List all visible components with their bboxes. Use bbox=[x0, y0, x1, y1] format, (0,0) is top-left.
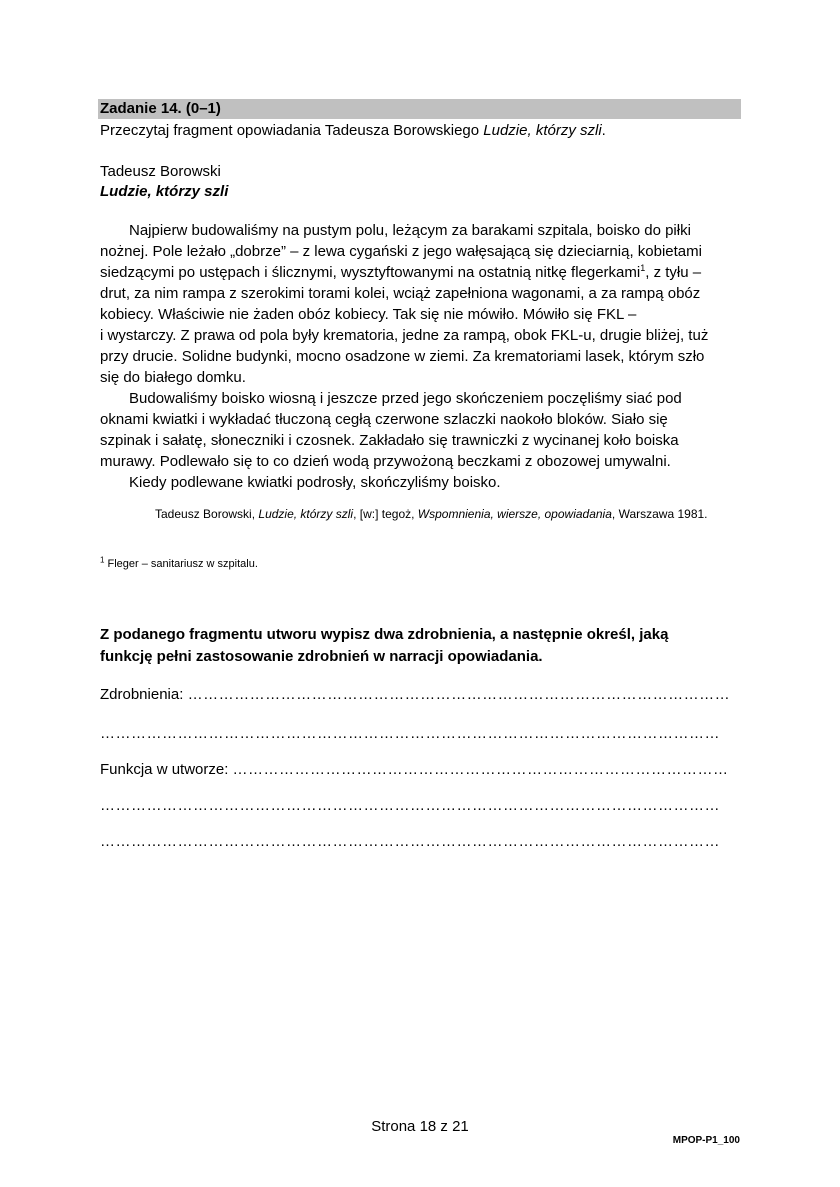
text-title: Ludzie, którzy szli bbox=[100, 183, 229, 200]
passage-line bbox=[100, 262, 740, 283]
answer-dots: ………………………………………………………………………………………………………… bbox=[100, 725, 720, 742]
answer-line[interactable] bbox=[100, 796, 720, 816]
source-mid: , [w:] tegoż, bbox=[353, 507, 418, 521]
answer-label: Zdrobnienia: bbox=[100, 686, 188, 703]
passage-line: Budowaliśmy boisko wiosną i jeszcze przed jego skończeniem poczęliśmy siać pod bbox=[129, 390, 682, 407]
page-number: Strona 18 z 21 bbox=[371, 1118, 469, 1135]
answer-dots: ………………………………………………………………………………………………………… bbox=[100, 797, 720, 814]
instruction-title: Ludzie, którzy szli bbox=[483, 122, 602, 139]
footnote-text: Fleger – sanitariusz w szpitalu. bbox=[104, 558, 258, 570]
instruction-text: Przeczytaj fragment opowiadania Tadeusza Borowskiego bbox=[100, 122, 484, 139]
passage-line: nożnej. Pole leżało „dobrze” – z lewa cygański z jego wałęsającą się dzieciarnią, kobietami bbox=[100, 243, 702, 260]
question-line: Z podanego fragmentu utworu wypisz dwa zdrobnienia, a następnie określ, jaką bbox=[100, 626, 669, 643]
instruction-period: . bbox=[601, 122, 606, 139]
footnote-marker: 1 bbox=[640, 263, 646, 273]
task-instruction bbox=[100, 120, 606, 141]
answer-dots: …………………………………………………………………………………… bbox=[232, 761, 729, 778]
source-end: , Warszawa 1981. bbox=[611, 507, 708, 521]
answer-dots: ………………………………………………………………………………………………………… bbox=[100, 833, 720, 850]
task-question bbox=[100, 624, 740, 668]
passage-line: murawy. Podlewało się to co dzień wodą przywożoną beczkami z obozowej umywalni. bbox=[100, 453, 671, 470]
answer-label: Funkcja w utworze: bbox=[100, 761, 233, 778]
passage-line: i wystarczy. Z prawa od pola były krematoria, jedne za rampą, obok FKL-u, drugie bliżej, tuż bbox=[100, 327, 709, 344]
passage-line: Najpierw budowaliśmy na pustym polu, leżącym za barakami szpitala, boisko do piłki bbox=[129, 222, 691, 239]
source-title: Ludzie, którzy szli bbox=[258, 507, 354, 521]
passage-line: przy drucie. Solidne budynki, mocno osadzone w ziemi. Za krematoriami lasek, którym szło bbox=[100, 348, 705, 365]
passage-line-part: siedzącymi po ustępach i ślicznymi, wysztyftowanymi na ostatnią nitkę flegerkami bbox=[100, 264, 641, 281]
footnote-number: 1 bbox=[100, 555, 105, 565]
answer-line-diminutives[interactable] bbox=[100, 685, 730, 705]
source-citation bbox=[155, 506, 708, 522]
passage-line: drut, za nim rampa z szerokimi torami kolei, wciąż zapełniona wagonami, a za rampą obóz bbox=[100, 285, 701, 302]
passage-line: kobiecy. Właściwie nie żaden obóz kobiecy. Tak się nie mówiło. Mówiło się FKL – bbox=[100, 306, 637, 323]
source-book: Wspomnienia, wiersze, opowiadania bbox=[417, 507, 612, 521]
answer-line[interactable] bbox=[100, 832, 720, 852]
passage-line: szpinak i sałatę, słoneczniki i czosnek. Zakładało się trawniczki z wycinanej koło boiska bbox=[100, 432, 679, 449]
story-passage bbox=[100, 220, 740, 493]
task-header: Zadanie 14. (0–1) bbox=[98, 99, 741, 119]
passage-line: oknami kwiatki i wykładać tłuczoną cegłą czerwone szlaczki naokoło bloków. Siało się bbox=[100, 411, 668, 428]
exam-code: MPOP-P1_100 bbox=[672, 1135, 740, 1146]
answer-line[interactable] bbox=[100, 724, 720, 744]
question-line: funkcję pełni zastosowanie zdrobnień w narracji opowiadania. bbox=[100, 648, 543, 665]
answer-dots: …………………………………………………………………………………………… bbox=[187, 686, 731, 703]
footnote bbox=[100, 556, 258, 572]
source-author: Tadeusz Borowski, bbox=[155, 507, 259, 521]
passage-line: Kiedy podlewane kwiatki podrosły, skończyliśmy boisko. bbox=[129, 474, 501, 491]
text-author: Tadeusz Borowski bbox=[100, 163, 221, 180]
passage-line-part: , z tyłu – bbox=[645, 264, 702, 281]
answer-line-function[interactable] bbox=[100, 760, 729, 780]
passage-line: się do białego domku. bbox=[100, 369, 246, 386]
